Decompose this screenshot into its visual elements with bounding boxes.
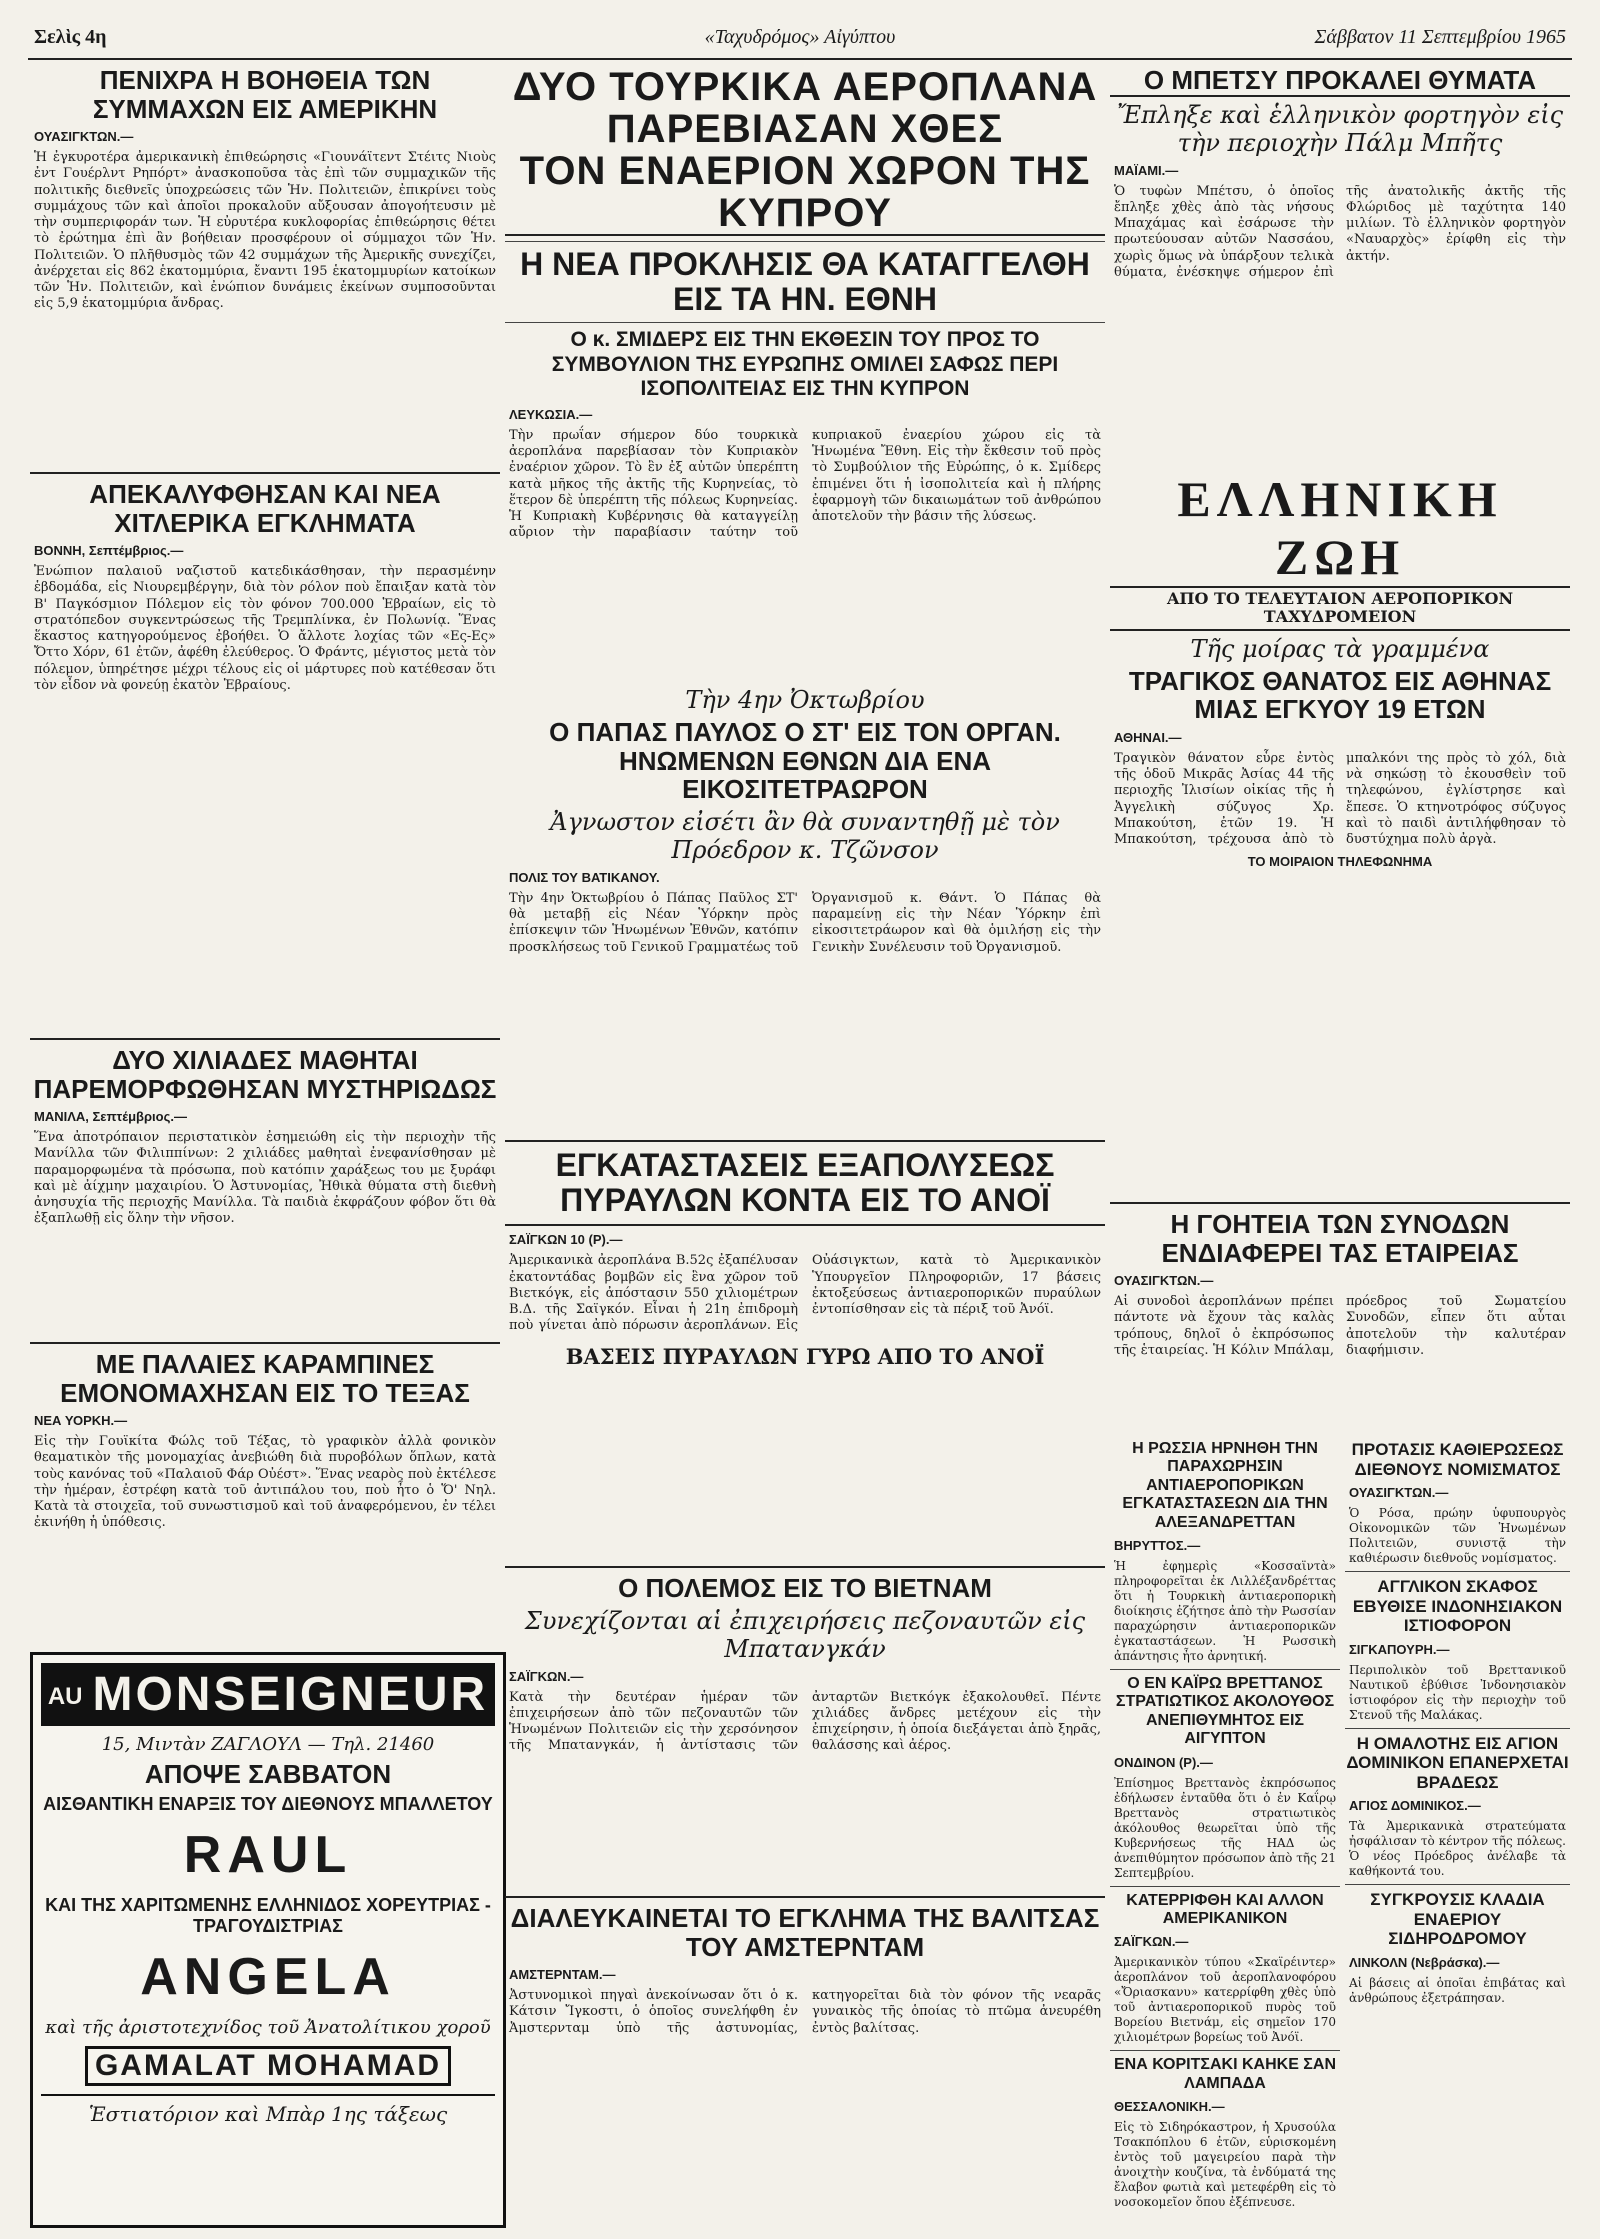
article-body: Ἐνώπιον παλαιοῦ ναζιστοῦ κατεδικάσθησαν, τὴν περασμένην ἑβδομάδα, εἰς Νιουρεμβέργην, διὰ τὸν ρόλον ποὺ ἔπαιξαν κατὰ τὸν Β' Παγκόσμιον Πόλεμον εἰς τὸν φόνον 700.000 Ἑβραίων, εἰς τὸ στρατόπεδον συγκεντρώσεως τῆς Τρεμπλίνκα, ἐν Πολωνίᾳ. Ἕνας ἕκαστος κατηγορούμενος ἐβοήθει. Ὁ ἄλλοτε λοχίας τῶν «Ες-Ες» Ὄττο Χόρν, 61 ἐτῶν, ἀφέθη ἐλεύθερος. Ὁ Φράντς, μέγιστος μετὰ τὸν πόλεμον, ὑπηρέτησε μέχρι τέλους εἰς οἱ μάρτυρες ποὺ κατέθεσαν ὅτι τὸν εἶδον νὰ φονεύῃ ἑκατὸν Ἑβραίους. bbox=[34, 564, 496, 693]
dateline: ΟΥΑΣΙΓΚΤΩΝ.— bbox=[1114, 1273, 1214, 1289]
dateline: ΑΘΗΝΑΙ.— bbox=[1114, 729, 1182, 745]
headline: ΔΙΑΛΕΥΚΑΙΝΕΤΑΙ ΤΟ ΕΓΚΛΗΜΑ ΤΗΣ ΒΑΛΙΤΣΑΣ ΤΟΥ ΑΜΣΤΕΡΝΤΑΜ bbox=[510, 1903, 1100, 1962]
article-hitler-crimes bbox=[30, 466, 500, 1026]
advertisement-monseigneur bbox=[30, 1652, 506, 2228]
ad-prefix: AU bbox=[47, 1683, 83, 1711]
headline-dominican: Η ΟΜΑΛΟΤΗΣ ΕΙΣ ΑΓΙΟΝ ΔΟΜΙΝΙΚΟΝ ΕΠΑΝΕΡΧΕΤΑΙ ΒΡΑΔΕΩΣ bbox=[1346, 1733, 1569, 1792]
page-masthead bbox=[28, 14, 1572, 60]
headline-currency: ΠΡΟΤΑΣΙΣ ΚΑΘΙΕΡΩΣΕΩΣ ΔΙΕΘΝΟΥΣ ΝΟΜΙΣΜΑΤΟΣ bbox=[1351, 1440, 1564, 1479]
headline: ΕΓΚΑΤΑΣΤΑΣΕΙΣ ΕΞΑΠΟΛΥΣΕΩΣ ΠΥΡΑΥΛΩΝ ΚΟΝΤΑ ΕΙΣ ΤΟ ΑΝΟΪ bbox=[555, 1147, 1055, 1219]
article-betsy bbox=[1110, 66, 1570, 466]
dateline-girl-burned: ΘΕΣΣΑΛΟΝΙΚΗ.— bbox=[1114, 2099, 1225, 2115]
column-three bbox=[1110, 1440, 1340, 2220]
section-masthead: ΕΛΛΗΝΙΚΗ ΖΩΗ bbox=[1177, 471, 1503, 585]
kicker: Τῆς μοίρας τὰ γραμμένα bbox=[1190, 634, 1490, 663]
subheadline: Συνεχίζονται αἱ ἐπιχειρήσεις πεζοναυτῶν εἰς Μπατανγκάν bbox=[524, 1606, 1086, 1663]
article-vietnam-war bbox=[505, 1560, 1105, 1885]
article-body: Τραγικὸν θάνατον εὗρε ἐντὸς τῆς ὁδοῦ Μικρᾶς Ἀσίας 44 τῆς περιοχῆς Ἰλισίων οἰκίας τῆς ἡ Ἀγγελικὴ σύζυγος Χρ. Μπακούτση, ἐτῶν 19. Ἡ Μπακούτση, τρέχουσα ἀπὸ τὸ μπαλκόνι της πρὸς τὸ χόλ, διὰ νὰ σηκώσῃ τὸ ἐκουσθεὶν τοῦ τηλεφώνου, ἐγλίστρησε καὶ ἔπεσε. Ὁ κτηνοτρόφος σύζυγος καὶ τὸ παιδὶ ἀντιλήφθησαν τὸ δυστύχημα πολὺ ἀργὰ. bbox=[1114, 750, 1566, 848]
article-body: Ὁ τυφὼν Μπέτσυ, ὁ ὁποῖος ἔπληξε χθὲς ἀπὸ τὰς νήσους Μπαχάμας καὶ ἐσάρωσε τὴν πρωτεύουσαν αὐτῶν Νασσάου, χωρὶς ὅμως νὰ ὑπάρξουν τελικὰ θύματα, ἐνέσκηψε σήμερον ἐπὶ τῆς ἀνατολικῆς ἀκτῆς τῆς Φλώριδος μὲ ταχύτητα 140 μιλίων. Τὸ ἑλληνικὸν φορτηγὸν «Ναυαρχὸς» ἐρίφθη εἰς τὴν ἀκτήν. bbox=[1114, 183, 1566, 280]
dateline-cairo-attache: ΟΝΔΙΝΟΝ (Ρ).— bbox=[1114, 1754, 1213, 1770]
article-amsterdam-suitcase bbox=[505, 1890, 1105, 2225]
ad-act-angela: ANGELA bbox=[140, 1948, 396, 2006]
headline-british-ship: ΑΓΓΛΙΚΟΝ ΣΚΑΦΟΣ ΕΒΥΘΙΣΕ ΙΝΔΟΝΗΣΙΑΚΟΝ ΙΣΤΙΟΦΟΡΟΝ bbox=[1352, 1577, 1563, 1636]
subheadline: Ο κ. ΣΜΙΔΕΡΣ ΕΙΣ ΤΗΝ ΕΚΘΕΣΙΝ ΤΟΥ ΠΡΟΣ ΤΟ ΣΥΜΒΟΥΛΙΟΝ ΤΗΣ ΕΥΡΩΠΗΣ ΟΜΙΛΕΙ ΣΑΦΩΣ ΠΕΡΙ ΙΣΟΠΟΛΙΤΕΙΑΣ ΕΙΣ ΤΗΝ ΚΥΠΡΟΝ bbox=[551, 328, 1059, 400]
headline-line2: ΤΟΝ ΕΝΑΕΡΙΟΝ ΧΩΡΟΝ ΤΗΣ ΚΥΠΡΟΥ bbox=[505, 150, 1105, 236]
ad-line1: ΑΙΣΘΑΝΤΙΚΗ ΕΝΑΡΞΙΣ ΤΟΥ ΔΙΕΘΝΟΥΣ ΜΠΑΛΛΕΤΟΥ bbox=[43, 1794, 493, 1814]
right-subcolumn bbox=[1345, 1440, 1570, 2220]
dateline-british-ship: ΣΙΓΚΑΠΟΥΡΗ.— bbox=[1349, 1641, 1450, 1657]
paper-name: «Ταχυδρόμος» Αἰγύπτου bbox=[704, 26, 896, 48]
article-body-cairo-attache: Ἐπίσημος Βρεττανὸς ἐκπρόσωπος ἐδήλωσεν ἐνταῦθα ὅτι ὁ ἐν Καΐρῳ Βρεττανὸς στρατιωτικὸς ἀκόλουθος θεωρεῖται ὑπὸ τῆς Κυβερνήσεως τῆς ΗΑΔ ὡς ἀνεπιθύμητον πρόσωπον ἀπὸ τῆς 21 Σεπτεμβρίου. bbox=[1114, 1775, 1336, 1880]
ad-line3: καὶ τῆς ἀριστοτεχνίδος τοῦ Ἀνατολίτικου χοροῦ bbox=[45, 2017, 491, 2038]
article-greek-life bbox=[1110, 470, 1570, 1190]
headline: ΜΕ ΠΑΛΑΙΕΣ ΚΑΡΑΜΠΙΝΕΣ ΕΜΟΝΟΜΑΧΗΣΑΝ ΕΙΣ ΤΟ ΤΕΞΑΣ bbox=[60, 1349, 470, 1408]
article-cyprus-lead bbox=[505, 66, 1105, 676]
article-body: Τὴν πρωΐαν σήμερον δύο τουρκικὰ ἀεροπλάνα παρεβίασαν τὸν Κυπριακὸν ἐναέριον χῶρον. Τὸ ἓν ἐξ αὐτῶν ὑπερέπτη κατὰ μῆκος τῆς ἀκτῆς τῆς Κυρηνείας, τὸ ἕτερον δὲ ὑπερέπτη τῆς πόλεως Κυρηνείας. Ἡ Κυπριακὴ Κυβέρνησις θὰ καταγγείλῃ αὔριον τὴν παραβίασιν ταύτην τοῦ κυπριακοῦ ἐναερίου χώρου εἰς τὰ Ἡνωμένα Ἔθνη. Εἰς τὴν ἔκθεσιν τοῦ πρὸς τὸ Συμβούλιον τῆς Εὐρώπης, ὁ κ. Σμίδερς ἐπιμένει ὅτι ἡ ἰσοπολιτεία καὶ ἡ πλήρης ἐφαρμογὴ τῶν δικαιωμάτων τοῦ ἀνθρώπου ἀποτελοῦν τὴν βάσιν τῆς λύσεως. bbox=[509, 427, 1101, 541]
headline: Ο ΜΠΕΤΣΥ ΠΡΟΚΑΛΕΙ ΘΥΜΑΤΑ bbox=[1110, 66, 1570, 97]
headline-shot-down: ΚΑΤΕΡΡΙΦΘΗ ΚΑΙ ΑΛΛΟΝ ΑΜΕΡΙΚΑΝΙΚΟΝ bbox=[1126, 1891, 1324, 1927]
article-body-shot-down: Ἀμερικανικὸν τύπου «Σκαϊρέιντερ» ἀεροπλάνον τοῦ ἀεροπλανοφόρου «Ὄριασκανυ» κατερρίφθη χθὲς ὑπὸ τοῦ ἀντιαεροπορικοῦ πυρὸς τοῦ Βορείου Βιετνάμ, εἰς σημεῖον 170 χιλιομέτρων βορείως τοῦ Ἀνόϊ. bbox=[1114, 1955, 1336, 2045]
dateline: ΜΑΪΑΜΙ.— bbox=[1114, 162, 1179, 178]
article-allies-aid bbox=[30, 66, 500, 461]
headline: ΑΠΕΚΑΛΥΦΘΗΣΑΝ ΚΑΙ ΝΕΑ ΧΙΤΛΕΡΙΚΑ ΕΓΚΛΗΜΑΤΑ bbox=[89, 479, 441, 538]
headline-russia: Η ΡΩΣΣΙΑ ΗΡΝΗΘΗ ΤΗΝ ΠΑΡΑΧΩΡΗΣΙΝ ΑΝΤΙΑΕΡΟΠΟΡΙΚΩΝ ΕΓΚΑΤΑΣΤΑΣΕΩΝ ΔΙΑ ΤΗΝ ΑΛΕΞΑΝΔΡΕΤΤΑΝ bbox=[1122, 1440, 1328, 1531]
headline-girl-burned: ΕΝΑ ΚΟΡΙΤΣΑΚΙ ΚΑΗΚΕ ΣΑΝ ΛΑΜΠΑΔΑ bbox=[1113, 2056, 1337, 2092]
article-texas-duel bbox=[30, 1336, 500, 1642]
ad-brand bbox=[41, 1663, 495, 1726]
headline: Ο ΠΑΠΑΣ ΠΑΥΛΟΣ Ο ΣΤ' ΕΙΣ ΤΟΝ ΟΡΓΑΝ. ΗΝΩΜΕΝΩΝ ΕΘΝΩΝ ΔΙΑ ΕΝΑ ΕΙΚΟΣΙΤΕΤΡΑΩΡΟΝ bbox=[549, 717, 1061, 805]
article-body: Εἰς τὴν Γουϊκίτα Φώλς τοῦ Τέξας, τὸ γραφικὸν ἀλλὰ φονικὸν θεαματικὸν τῆς μονομαχίας ἀνεβιώθη διὰ πυροβόλων ὅπλων, κατὰ τοὺς κανόνας τοῦ «Παλαιοῦ Φάρ Οὐέστ». Ἕνας νεαρὸς ποὺ ἐκτέλεσε τὴν ἡμέραν, ἐστρέφη κατὰ τοῦ ἀντιπάλου του, ποὺ ἦτο ὁ Ὅ' Νηλ. Κατὰ τὰ στοιχεῖα, τοῦ συνωστισμοῦ καὶ τοῦ ἀναφερόμενου, ἐν τέλει ἐκινήθη ἡ ὑπόθεσις. bbox=[34, 1434, 496, 1531]
inline-subhead: ΒΑΣΕΙΣ ΠΥΡΑΥΛΩΝ ΓΥΡΩ ΑΠΟ ΤΟ ΑΝΟΪ bbox=[565, 1343, 1045, 1369]
article-body-dominican: Τὰ Ἀμερικανικὰ στρατεύματα ἠσφάλισαν τὸ κέντρον τῆς πόλεως. Ὁ νέος Πρόεδρος ἀνέλαβε τὰ καθήκοντά του. bbox=[1349, 1819, 1566, 1879]
headline: ΤΡΑΓΙΚΟΣ ΘΑΝΑΤΟΣ ΕΙΣ ΑΘΗΝΑΣ ΜΙΑΣ ΕΓΚΥΟΥ 19 ΕΤΩΝ bbox=[1128, 665, 1552, 725]
ad-brand-name: MONSEIGNEUR bbox=[92, 1668, 489, 1721]
article-students bbox=[30, 1032, 500, 1332]
dateline: ΟΥΑΣΙΓΚΤΩΝ.— bbox=[34, 129, 134, 145]
dateline-railway: ΛΙΝΚΟΛΝ (Νεβράσκα).— bbox=[1349, 1955, 1500, 1971]
article-pope bbox=[505, 682, 1105, 1130]
dateline: ΠΟΛΙΣ ΤΟΥ ΒΑΤΙΚΑΝΟΥ. bbox=[509, 869, 660, 885]
dateline-russia: ΒΗΡΥΤΤΟΣ.— bbox=[1114, 1537, 1201, 1553]
headline-line3: Η ΝΕΑ ΠΡΟΚΛΗΣΙΣ ΘΑ ΚΑΤΑΓΓΕΛΘΗ ΕΙΣ ΤΑ ΗΝ. ΕΘΝΗ bbox=[520, 246, 1090, 318]
headline: Η ΓΟΗΤΕΙΑ ΤΩΝ ΣΥΝΟΔΩΝ ΕΝΔΙΑΦΕΡΕΙ ΤΑΣ ΕΤΑΙΡΕΙΑΣ bbox=[1161, 1209, 1519, 1268]
dateline: ΜΑΝΙΛΑ, Σεπτέμβριος.— bbox=[34, 1109, 187, 1125]
subheadline: Ἀγνωστον εἰσέτι ἂν θὰ συναντηθῇ μὲ τὸν Πρόεδρον κ. Τζῶνσον bbox=[550, 807, 1060, 864]
headline: Ο ΠΟΛΕΜΟΣ ΕΙΣ ΤΟ ΒΙΕΤΝΑΜ bbox=[618, 1573, 992, 1603]
dateline: ΛΕΥΚΩΣΙΑ.— bbox=[509, 406, 593, 422]
headline: ΠΕΝΙΧΡΑ Η ΒΟΗΘΕΙΑ ΤΩΝ ΣΥΜΜΑΧΩΝ ΕΙΣ ΑΜΕΡΙΚΗΝ bbox=[92, 66, 438, 124]
article-stewardesses bbox=[1110, 1196, 1570, 1436]
page-number: Σελὶς 4η bbox=[34, 26, 107, 48]
headline-railway: ΣΥΓΚΡΟΥΣΙΣ ΚΛΑΔΙΑ ΕΝΑΕΡΙΟΥ ΣΙΔΗΡΟΔΡΟΜΟΥ bbox=[1370, 1890, 1545, 1949]
ad-tonight: ΑΠΟΨΕ ΣΑΒΒΑΤΟΝ bbox=[144, 1759, 392, 1789]
headline-cairo-attache: Ο ΕΝ ΚΑΪΡΩ ΒΡΕΤΤΑΝΟΣ ΣΤΡΑΤΙΩΤΙΚΟΣ ΑΚΟΛΟΥΘΟΣ ΑΝΕΠΙΘΥΜΗΤΟΣ ΕΙΣ ΑΙΓΥΠΤΟΝ bbox=[1115, 1674, 1335, 1748]
issue-date: Σάββατον 11 Σεπτεμβρίου 1965 bbox=[1314, 26, 1566, 48]
ad-act-raul: RAUL bbox=[183, 1826, 353, 1884]
dateline: ΝΕΑ ΥΟΡΚΗ.— bbox=[34, 1413, 128, 1429]
kicker: Τὴν 4ην Ὀκτωβρίου bbox=[685, 686, 925, 714]
dateline: ΒΟΝΝΗ, Σεπτέμβριος.— bbox=[34, 543, 184, 559]
dateline: ΣΑΪΓΚΩΝ 10 (Ρ).— bbox=[509, 1232, 623, 1248]
ad-footer: Ἑστιατόριον καὶ Μπὰρ 1ης τάξεως bbox=[41, 2094, 495, 2126]
article-body: Ἀμερικανικὰ ἀεροπλάνα Β.52ς ἐξαπέλυσαν ἐκατοντάδας βομβῶν εἰς ἓνα χῶρον τοῦ Βιετκόγκ, εἰς ἀπόστασιν 550 χιλιομέτρων Β.Δ. τῆς Σαϊγκόν. Εἶναι ἡ 21η ἐπιδρομὴ ποὺ γίνεται ἀπὸ πόρωσιν ἀεροπλάνων. Εἰς Οὐάσιγκτων, κατὰ τὸ Ἀμερικανικὸν Ὑπουργεῖον Πληροφοριῶν, 17 βάσεις ἐκτοξεύσεως ἀντιαεροπορικῶν πυραύλων ἐντοπίσθησαν εἰς τὰ πέριξ τοῦ Ἀνόϊ. bbox=[509, 1253, 1101, 1334]
dateline: ΑΜΣΤΕΡΝΤΑΜ.— bbox=[509, 1967, 616, 1983]
ad-line2: ΚΑΙ ΤΗΣ ΧΑΡΙΤΩΜΕΝΗΣ ΕΛΛΗΝΙΔΟΣ ΧΟΡΕΥΤΡΙΑΣ - ΤΡΑΓΟΥΔΙΣΤΡΙΑΣ bbox=[45, 1895, 491, 1936]
subheadline: Ἔπληξε καὶ ἑλληνικὸν φορτηγὸν εἰς τὴν περιοχὴν Πάλμ Μπῆτς bbox=[1116, 100, 1564, 157]
headline: ΔΥΟ ΧΙΛΙΑΔΕΣ ΜΑΘΗΤΑΙ ΠΑΡΕΜΟΡΦΩΘΗΣΑΝ ΜΥΣΤΗΡΙΩΔΩΣ bbox=[33, 1045, 497, 1104]
article-body: Τὴν 4ην Ὀκτωβρίου ὁ Πάπας Παῦλος ΣΤ' θὰ μεταβῇ εἰς Νέαν Ὑόρκην πρὸς ἐπίσκεψιν τῶν Ἡνωμένων Ἐθνῶν, κατόπιν προσκλήσεως τοῦ Γενικοῦ Γραμματέως τοῦ Ὀργανισμοῦ κ. Θάντ. Ὁ Πάπας θὰ παραμείνῃ εἰς τὴν Νέαν Ὑόρκην ἐπὶ εἰκοσιτετράωρον καὶ θὰ ὁμιλήσῃ εἰς τὴν Γενικὴν Συνέλευσιν τοῦ Ὀργανισμοῦ. bbox=[509, 890, 1101, 955]
dateline-currency: ΟΥΑΣΙΓΚΤΩΝ.— bbox=[1349, 1485, 1449, 1501]
article-body-railway: Αἱ βάσεις αἱ ὁποῖαι ἐπιβάτας καὶ ἀνθρώπους ἐξετράπησαν. bbox=[1349, 1976, 1566, 2006]
dateline: ΣΑΪΓΚΩΝ.— bbox=[509, 1668, 584, 1684]
article-body: Ἡ ἐγκυροτέρα ἀμερικανικὴ ἐπιθεώρησις «Γιουνάϊτεντ Στέιτς Νιοὺς ἐντ Γουέρλντ Ρηπόρτ» ἀνασκοποῦσα τὰς ἐπὶ τῶν συμμαχικῶν τῆς πολιτικῆς διεθνεῖς ὑποχρεώσεις τῶν Ἡν. Πολιτειῶν, ἐπικρίνει τοὺς συμμάχους τῶν καὶ ἀποῖοι προκαλοῦν αὔξουσαν ἀπογοήτευσιν μὲ τὴν συμπεριφοράν των. Ἡ εὐρυτέρα κυκλοφορίας ἐπιθεώρησις θέτει τὸ ἐρώτημα ἐπὶ ἂν βοήθειαν προσφέρουν οἱ σύμμαχοι τῶν Ἡν. Πολιτειῶν. Ὁ πλῆθυσμὸς τῶν 42 συμμάχων τῆς Ἀμερικῆς συνεχίζει, ἀνέρχεται εἰς 862 ἑκατομμύρια, ἔναντι 195 ἑκατομμυρίων κατοίκων τῶν Ἡν. Πολιτειῶν, καὶ ἐνώπιον δυνάμεις ἐκείνων συμποσοῦνται εἰς 5,9 ἑκατομμύρια ἄνδρας. bbox=[34, 150, 496, 312]
article-body-russia: Ἡ ἐφημερὶς «Κοσσαϊντὰ» πληροφορεῖται ἐκ Λιλλέξανδρέττας ὅτι ἡ Τουρκικὴ ἀντιαεροπορικὴ διοίκησις ἐζήτησε ἀπὸ τὴν Ρωσσίαν παραχώρησιν ἀντιαεροπορικῶν ἐγκαταστάσεων. Ἡ Ρωσσικὴ ἀπάντησις ἦτο ἀρνητική. bbox=[1114, 1558, 1336, 1663]
subhead: ΤΟ ΜΟΙΡΑΙΟΝ ΤΗΛΕΦΩΝΗΜΑ bbox=[1247, 854, 1433, 870]
article-body: Ἕνα ἀποτρόπαιον περιστατικὸν ἐσημειώθη εἰς τὴν περιοχὴν τῆς Μανίλλα τῶν Φιλιππίνων: 2 χιλιάδες μαθηταὶ ἐνεφανίσθησαν μὲ παραμορφωμένα τὰ πρόσωπα, ποὺ κατόπιν χαράξεως του με ξυράφι καὶ μὲ ἀίχμην μαχαιρίου. Ὁ Ἀστυνομίας, Ἠθικὰ θύματα στὴ διεθνὴ ἀνησυχία τῆς περιοχῆς Μανίλλα. Τὰ παιδιὰ ἐκφράζουν φόβον ὅτι θὰ ἐξαπλωθῇ εἰς ὅλην τὴν νῆσον. bbox=[34, 1130, 496, 1227]
article-body: Αἱ συνοδοὶ ἀεροπλάνων πρέπει πάντοτε νὰ ἔχουν τὰς καλὰς τρόπους, δηλοῖ ὁ ἐκπρόσωπος τῆς ἑταιρείας. Ἡ Κόλιν Μπάλαμ, πρόεδρος τοῦ Σωματείου Συνοδῶν, εἶπεν ὅτι αὗται ἀποτελοῦν τὴν καλυτέραν διαφήμισιν. bbox=[1114, 1294, 1566, 1358]
article-body-currency: Ὁ Ρόσα, πρώην ὑφυπουργὸς Οἰκονομικῶν τῶν Ἡνωμένων Πολιτειῶν, συνιστᾷ τὴν καθιέρωσιν διεθνοῦς νομίσματος. bbox=[1349, 1506, 1566, 1566]
dateline-dominican: ΑΓΙΟΣ ΔΟΜΙΝΙΚΟΣ.— bbox=[1349, 1798, 1481, 1814]
article-body-girl-burned: Εἰς τὸ Σιδηρόκαστρον, ἡ Χρυσούλα Τσακπόπλου 6 ἐτῶν, εὑρισκομένη ἐντὸς τοῦ μαγειρείου παρὰ τὴν ἀνοιχτὴν κουζίνα, τὰ ἐνδύματά της ἔλαβον φωτιὰ καὶ μετεφέρθη εἰς τὸ νοσοκομεῖον ὅπου ἐξέπνευσε. bbox=[1114, 2120, 1336, 2210]
dateline-shot-down: ΣΑΪΓΚΩΝ.— bbox=[1114, 1934, 1189, 1950]
ad-address: 15, Μιντὰν ΖΑΓΛΟΥΛ — Τηλ. 21460 bbox=[101, 1734, 435, 1755]
article-body: Κατὰ τὴν δευτέραν ἡμέραν τῶν ἐπιχειρήσεων ἀπὸ τῶν πεζοναυτῶν τῶν Ἡνωμένων Πολιτειῶν εἰς τὴν χερσόνησον τῆς Μπατανγκάν, ἡ ἀντίστασις τῶν ἀνταρτῶν Βιετκόγκ ἐξακολουθεῖ. Πέντε χιλιάδες ἄνδρες μετέχουν εἰς τὴν ἐπιχείρησιν, ἡ ὁποία διεξάγεται ἀπὸ ξηρᾶς, θαλάσσης καὶ ἀέρος. bbox=[509, 1689, 1101, 1754]
headline-line1: ΔΥΟ ΤΟΥΡΚΙΚΑ ΑΕΡΟΠΛΑΝΑ ΠΑΡΕΒΙΑΣΑΝ ΧΘΕΣ bbox=[512, 66, 1098, 151]
ad-act-gamalat: GAMALAT MOHAMAD bbox=[85, 2046, 451, 2086]
article-body-british-ship: Περιπολικὸν τοῦ Βρεττανικοῦ Ναυτικοῦ ἐβύθισε Ἰνδονησιακὸν ἱστιοφόρον εἰς τὴν περιοχὴν τοῦ Στενοῦ τῆς Μαλάκας. bbox=[1349, 1662, 1566, 1722]
section-subtitle: ΑΠΟ ΤΟ ΤΕΛΕΥΤΑΙΟΝ ΑΕΡΟΠΟΡΙΚΟΝ ΤΑΧΥΔΡΟΜΕΙΟΝ bbox=[1110, 586, 1570, 631]
article-body: Ἀστυνομικοὶ πηγαὶ ἀνεκοίνωσαν ὅτι ὁ κ. Κάτσιν Ἴγκοστι, ὁ ὁποῖος συνελήφθη ἐν Ἀμστερνταμ ὑπὸ τῆς ἀστυνομίας, κατηγορεῖται διὰ τὸν φόνον τῆς νεαρᾶς γυναικὸς τῆς ὁποίας τὸ πτῶμα ἀνευρέθη ἐντὸς βαλίτσας. bbox=[509, 1988, 1101, 2036]
article-missiles-hanoi bbox=[505, 1134, 1105, 1554]
